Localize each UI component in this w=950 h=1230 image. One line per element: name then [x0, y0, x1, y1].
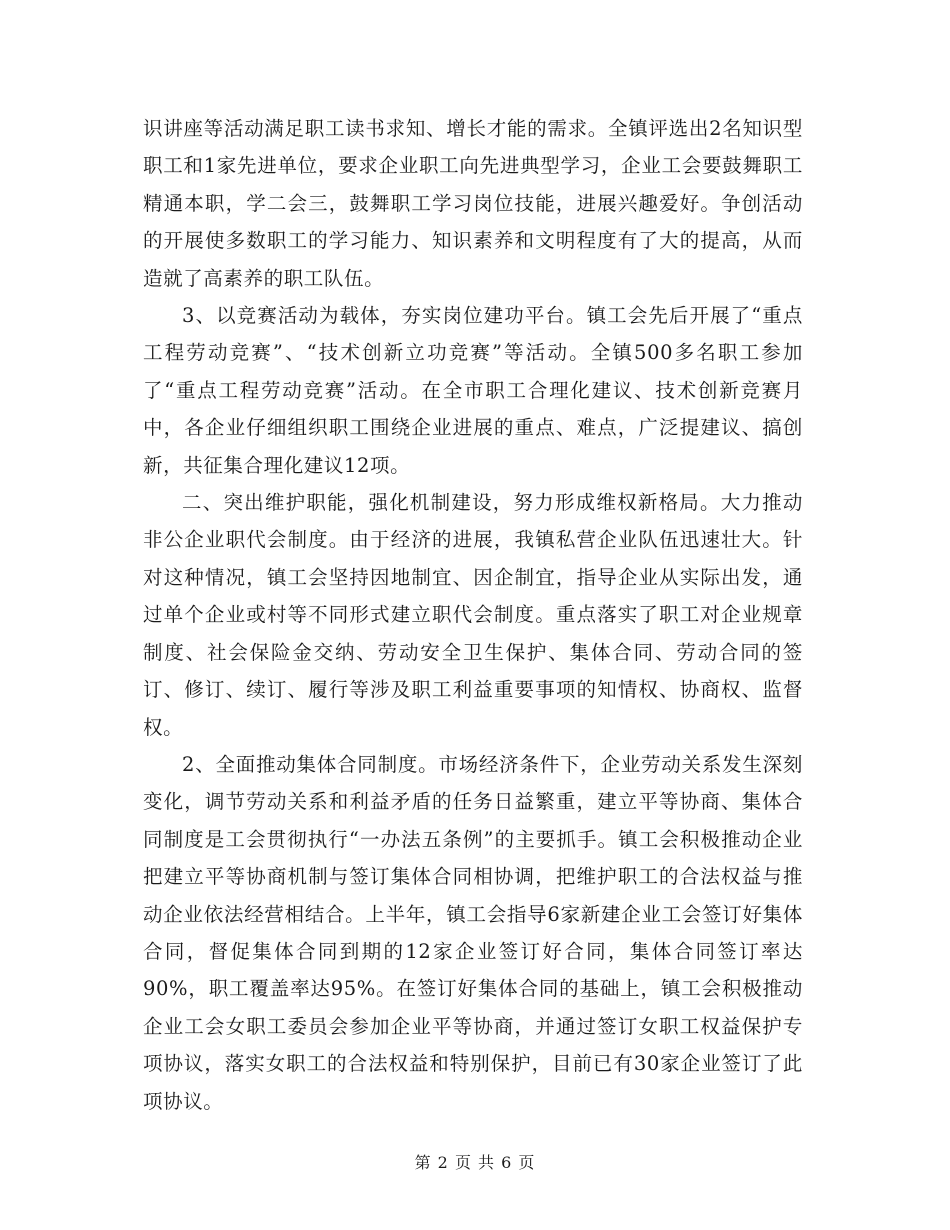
paragraph-collective-contract: 2、全面推动集体合同制度。市场经济条件下，企业劳动关系发生深刻变化，调节劳动关系和利益矛盾的任务日益繁重，建立平等协商、集体合同制度是工会贯彻执行“一办法五条例”的主要抓手。镇工会积极推动企业把建立平等协商机制与签订集体合同相协调，把维护职工的合法权益与推动企业依法经营相结合。上半年，镇工会指导6家新建企业工会签订好集体合同，督促集体合同到期的12家企业签订好合同，集体合同签订率达90%，职工覆盖率达95%。在签订好集体合同的基础上，镇工会积极推动企业工会女职工委员会参加企业平等协商，并通过签订女职工权益保护专项协议，落实女职工的合法权益和特别保护，目前已有30家企业签订了此项协议。 [143, 752, 803, 1113]
paragraph-continued: 识讲座等活动满足职工读书求知、增长才能的需求。全镇评选出2名知识型职工和1家先进单位，要求企业职工向先进典型学习，企业工会要鼓舞职工精通本职，学二会三，鼓舞职工学习岗位技能，进展兴趣爱好。争创活动的开展使多数职工的学习能力、知识素养和文明程度有了大的提高，从而造就了高素养的职工队伍。 [143, 117, 803, 290]
document-body [143, 110, 803, 1120]
paragraph-rights-protection: 二、突出维护职能，强化机制建设，努力形成维权新格局。大力推动非公企业职代会制度。由于经济的进展，我镇私营企业队伍迅速壮大。针对这种情况，镇工会坚持因地制宜、因企制宜，指导企业从实际出发，通过单个企业或村等不同形式建立职代会制度。重点落实了职工对企业规章制度、社会保险金交纳、劳动安全卫生保护、集体合同、劳动合同的签订、修订、续订、履行等涉及职工利益重要事项的知情权、协商权、监督权。 [143, 491, 803, 739]
paragraph-competition: 3、以竞赛活动为载体，夯实岗位建功平台。镇工会先后开展了“重点工程劳动竞赛”、“技术创新立功竞赛”等活动。全镇500多名职工参加了“重点工程劳动竞赛”活动。在全市职工合理化建议、技术创新竞赛月中，各企业仔细组织职工围绕企业进展的重点、难点，广泛提建议、搞创新，共征集合理化建议12项。 [143, 304, 803, 477]
page-footer: 第 2 页 共 6 页 [414, 1153, 536, 1172]
